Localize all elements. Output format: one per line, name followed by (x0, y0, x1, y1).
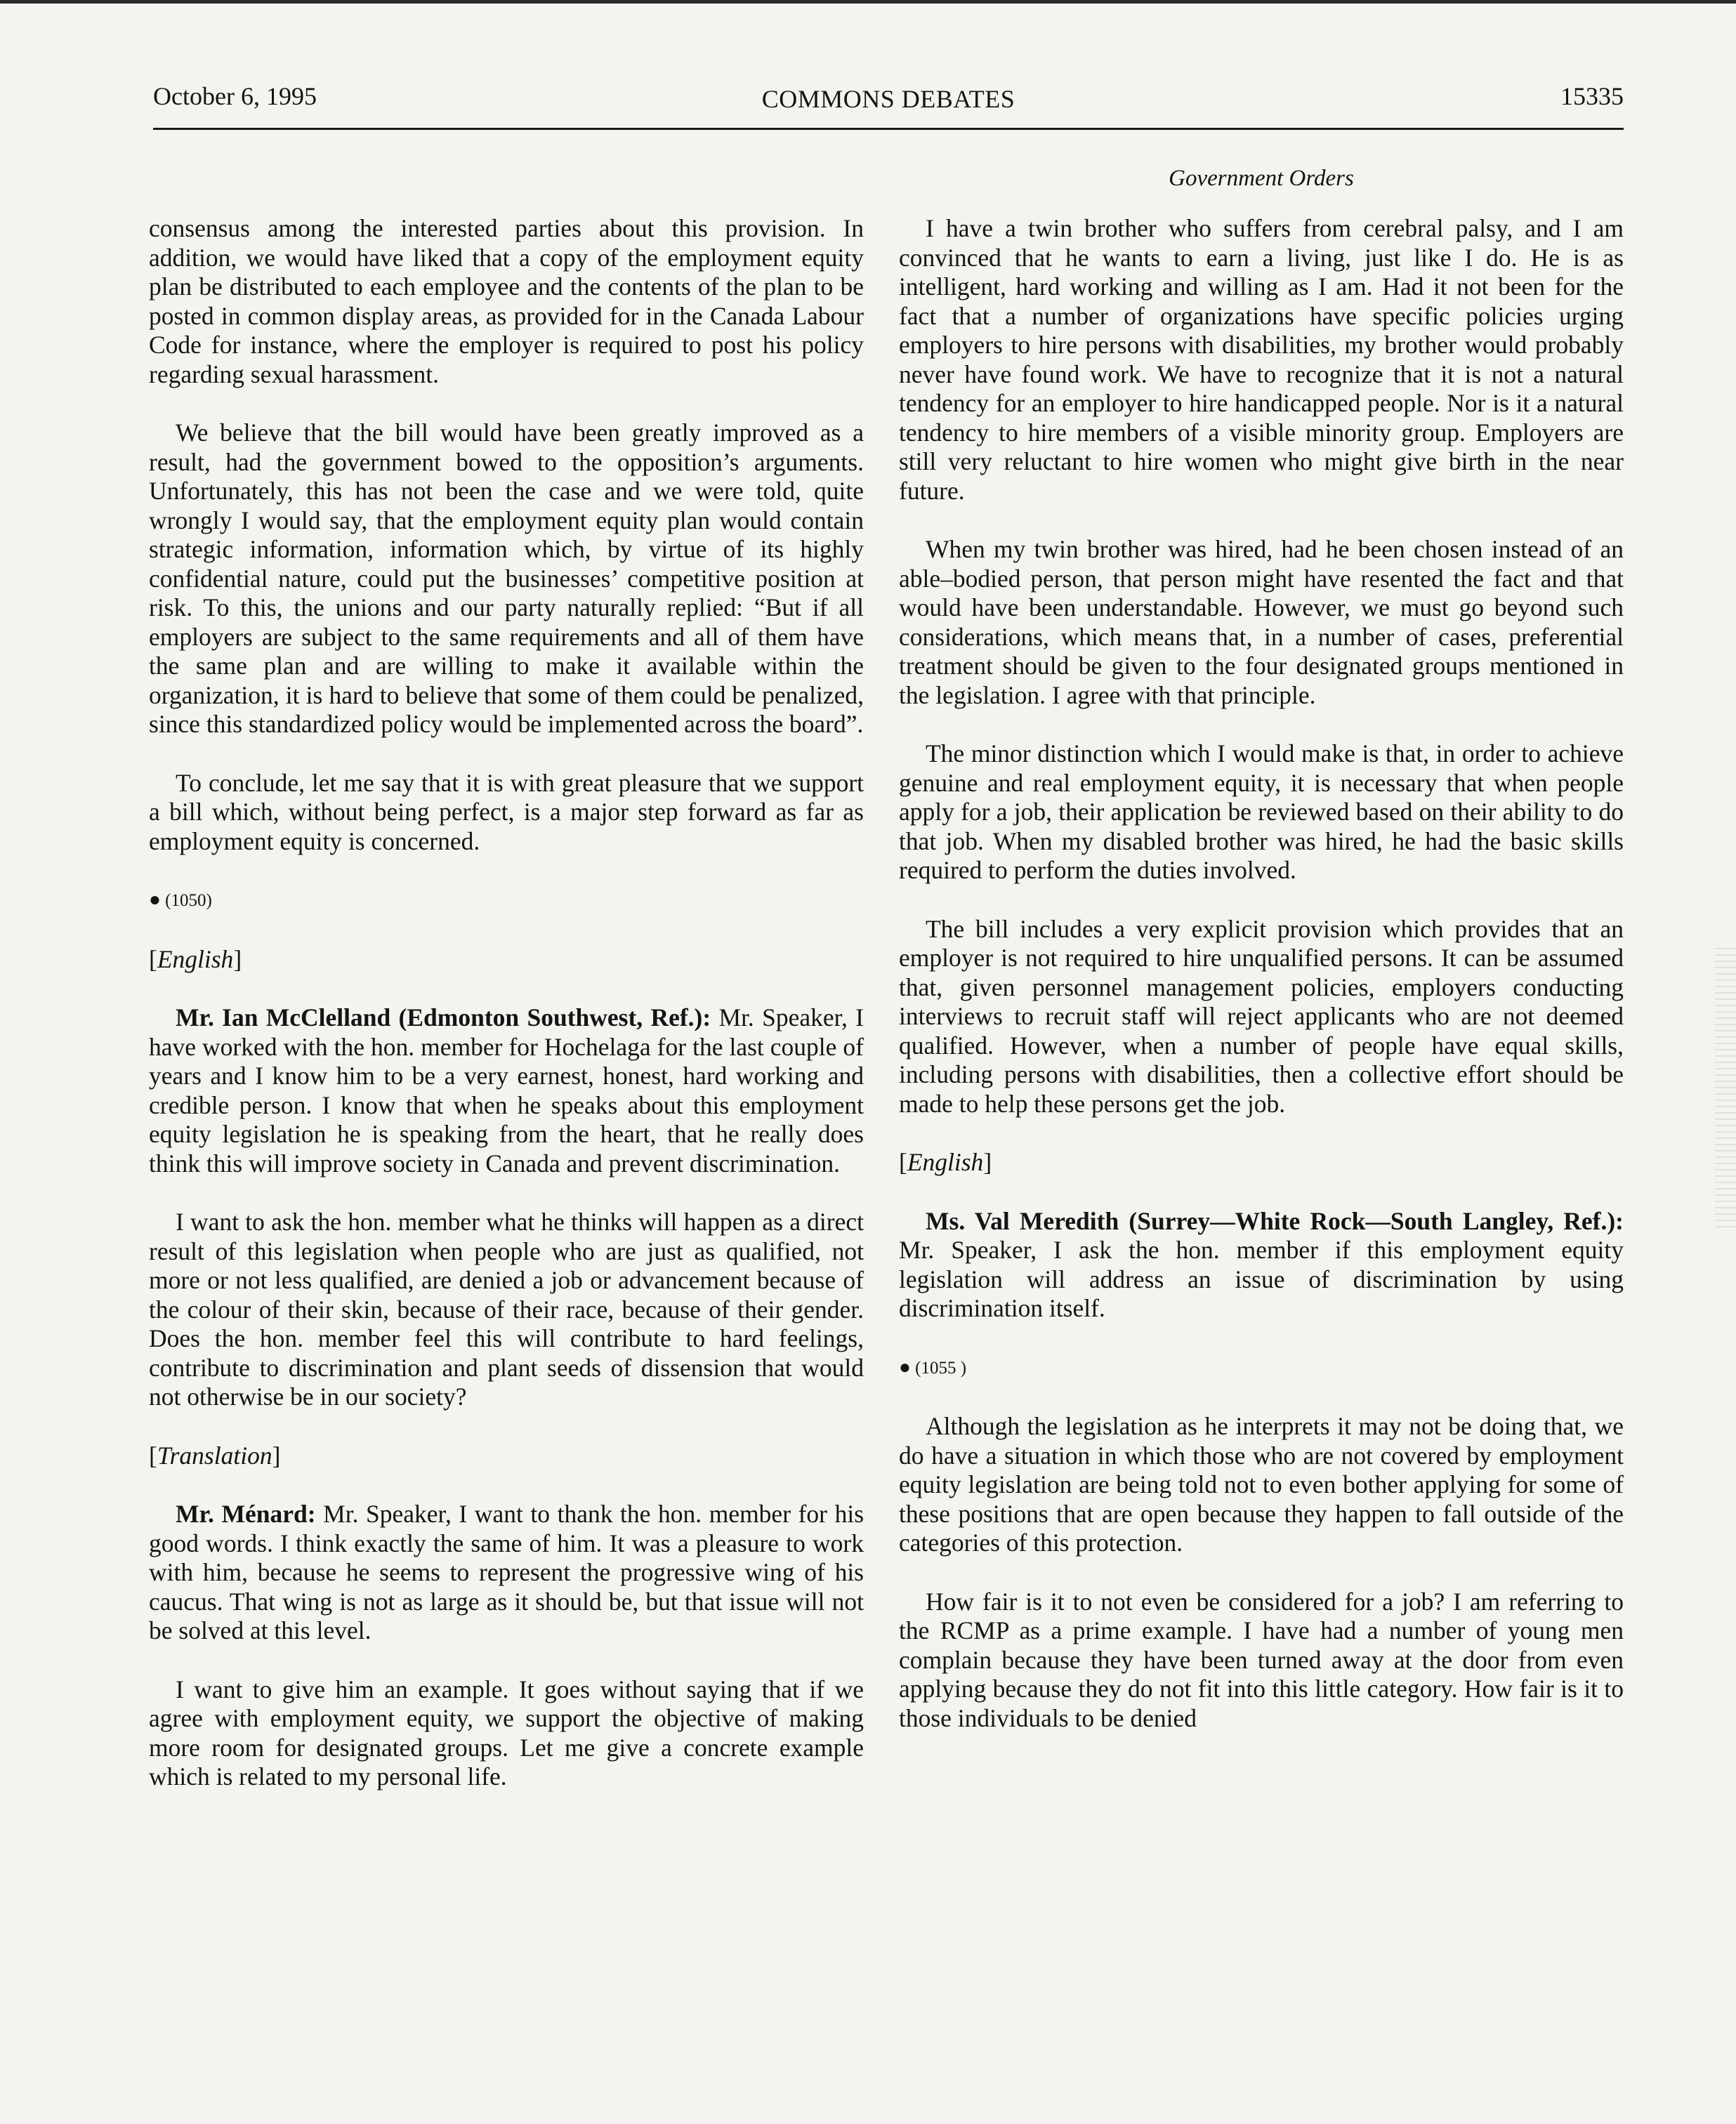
speech-paragraph (149, 1500, 864, 1646)
speech-paragraph (899, 1207, 1624, 1324)
right-column (899, 214, 1624, 1762)
language-note: [Translation] (149, 1441, 281, 1470)
speaker-name: Ms. Val Meredith (Surrey—White Rock—South Langley, Ref.): (926, 1206, 1624, 1235)
header-rule (153, 128, 1624, 130)
speaker-name: Mr. Ian McClelland (Edmonton Southwest, Ref.): (176, 1003, 711, 1031)
speech-text: Mr. Speaker, I ask the hon. member if this employment equity legislation will address an issue of discrimination by using discrimination itself. (899, 1236, 1624, 1322)
time-marker-text: (1050) (165, 891, 212, 910)
header-page-number: 15335 (1560, 82, 1624, 110)
speech-text: Mr. Speaker, I want to thank the hon. member for his good words. I think exactly the same of him. It was a pleasure to work with him, because he seems to represent the progressive wing of his caucus. That wing is not as large as it should be, but that issue will not be solved at this level. (149, 1500, 864, 1644)
language-note-text: English (907, 1148, 984, 1176)
scan-margin-noise (1715, 948, 1736, 1229)
page-header (153, 81, 1624, 131)
header-date: October 6, 1995 (153, 82, 317, 110)
paragraph: The minor distinction which I would make is that, in order to achieve genuine and real employment equity, it is necessary that when people apply for a job, their application be reviewed based on their ability to do that job. When my disabled brother was hired, he had the basic skills required to perform the duties involved. (899, 739, 1624, 884)
paragraph: The bill includes a very explicit provision which provides that an employer is not required to hire unqualified persons. It can be assumed that, given personnel management policies, employers conducting interviews to recruit staff will reject applicants who are not deemed qualified. However, when a number of people have equal skills, including persons with disabilities, then a collective effort should be made to help these persons get the job. (899, 914, 1624, 1118)
language-note-text: English (157, 944, 234, 973)
paragraph: I have a twin brother who suffers from cerebral palsy, and I am convinced that he wants to earn a living, just like I do. He is as intelligent, hard working and willing as I am. Had it not been for the fact that a number of organizations have specific policies urging employers to hire persons with disabilities, my brother would probably never have found work. We have to recognize that it is not a natural tendency for an employer to hire handicapped people. Nor is it a natural tendency to hire members of a visible minority group. Employers are still very reluctant to hire women who might give birth in the near future. (899, 214, 1624, 505)
paragraph: consensus among the interested parties about this provision. In addition, we would have liked that a copy of the employment equity plan be distributed to each employee and the contents of the plan to be posted in common display areas, as provided for in the Canada Labour Code for instance, where the employer is required to post his policy regarding sexual harassment. (149, 214, 864, 388)
speaker-name: Mr. Ménard: (176, 1500, 316, 1528)
paragraph: I want to give him an example. It goes without saying that if we agree with employment equity, we support the objective of making more room for designated groups. Let me give a concrete example which is related to my personal life. (149, 1675, 864, 1790)
time-marker (899, 1353, 1624, 1383)
section-title: Government Orders (1169, 166, 1354, 191)
bullet-icon: ● (149, 889, 161, 911)
language-note: [English] (899, 1148, 992, 1176)
paragraph: To conclude, let me say that it is with great pleasure that we support a bill which, without being perfect, is a major step forward as far as employment equity is concerned. (149, 768, 864, 855)
bullet-icon: ● (899, 1356, 911, 1378)
paragraph: I want to ask the hon. member what he thinks will happen as a direct result of this legislation when people who are just as qualified, not more or not less qualified, are denied a job or advancement because of the colour of their skin, because of their race, because of their gender. Does the hon. member feel this will contribute to hard feelings, contribute to discrimination and plant seeds of dissension that would not otherwise be in our society? (149, 1208, 864, 1411)
header-publication: COMMONS DEBATES (761, 85, 1015, 113)
left-column (149, 214, 864, 1821)
time-marker (149, 885, 864, 916)
language-note: [English] (149, 944, 242, 973)
scan-top-edge (0, 0, 1736, 4)
time-marker-text: (1055 ) (915, 1358, 967, 1378)
speech-paragraph (149, 1003, 864, 1178)
speech-text: Mr. Speaker, I have worked with the hon. member for Hochelaga for the last couple of years and I know him to be a very earnest, honest, hard working and credible person. I know that when he speaks about this employment equity legislation he is speaking from the heart, that he really does think this will improve society in Canada and prevent discrimination. (149, 1003, 864, 1178)
language-note-text: Translation (157, 1441, 272, 1470)
paragraph: Although the legislation as he interprets it may not be doing that, we do have a situation in which those who are not covered by employment equity legislation are being told not to even bother applying for some of these positions that are open because they happen to fall outside of the categories of this protection. (899, 1412, 1624, 1557)
paragraph: We believe that the bill would have been greatly improved as a result, had the government bowed to the opposition’s arguments. Unfortunately, this has not been the case and we were told, quite wrongly I would say, that the employment equity plan would contain strategic information, information which, by virtue of its highly confidential nature, could put the businesses’ competitive position at risk. To this, the unions and our party naturally replied: “But if all employers are subject to the same requirements and all of them have the same plan and are willing to make it available within the organization, it is hard to believe that some of them could be penalized, since this standardized policy would be implemented across the board”. (149, 418, 864, 738)
paragraph: When my twin brother was hired, had he been chosen instead of an able–bodied person, that person might have resented the fact and that would have been understandable. However, we must go beyond such considerations, which means that, in a number of cases, preferential treatment should be given to the four designated groups mentioned in the legislation. I agree with that principle. (899, 535, 1624, 709)
paragraph: How fair is it to not even be considered for a job? I am referring to the RCMP as a prime example. I have had a number of young men complain because they have been turned away at the door from even applying because they do not fit into this little category. How fair is it to those individuals to be denied (899, 1587, 1624, 1732)
